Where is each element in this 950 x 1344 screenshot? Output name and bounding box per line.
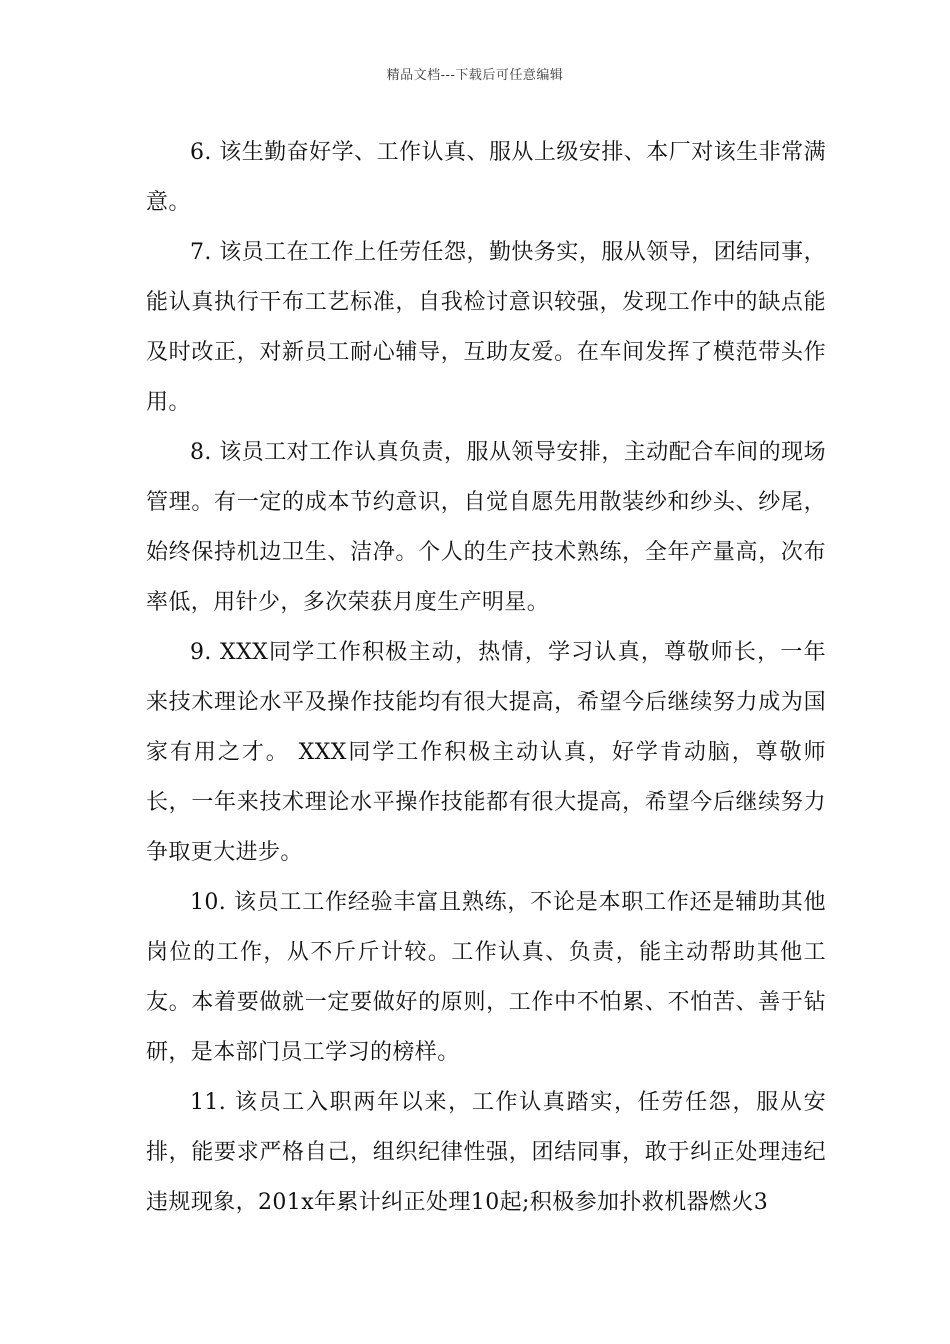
document-body (146, 128, 826, 1228)
paragraph-7: 7. 该员工在工作上任劳任怨，勤快务实，服从领导，团结同事，能认真执行干布工艺标准，自我检讨意识较强，发现工作中的缺点能及时改正，对新员工耐心辅导，互助友爱。在车间发挥了模范带头作用。 (146, 240, 826, 415)
paragraph-9: 9. XXX同学工作积极主动，热情，学习认真，尊敬师长，一年来技术理论水平及操作技能均有很大提高，希望今后继续努力成为国家有用之才。 XXX同学工作积极主动认真，好学肯动脑，尊敬师长，一年来技术理论水平操作技能都有很大提高，希望今后继续努力争取更大进步。 (146, 640, 826, 865)
paragraph-8: 8. 该员工对工作认真负责，服从领导安排，主动配合车间的现场管理。有一定的成本节约意识，自觉自愿先用散装纱和纱头、纱尾，始终保持机边卫生、洁净。个人的生产技术熟练，全年产量高，次布率低，用针少，多次荣获月度生产明星。 (146, 440, 826, 615)
page-header: 精品文档---下载后可任意编辑 (386, 68, 564, 83)
paragraph-10: 10. 该员工工作经验丰富且熟练，不论是本职工作还是辅助其他岗位的工作，从不斤斤计较。工作认真、负责，能主动帮助其他工友。本着要做就一定要做好的原则，工作中不怕累、不怕苦、善于钻研，是本部门员工学习的榜样。 (146, 890, 826, 1065)
paragraph-11: 11. 该员工入职两年以来，工作认真踏实，任劳任怨，服从安排，能要求严格自己，组织纪律性强，团结同事，敢于纠正处理违纪违规现象，201x年累计纠正处理10起;积极参加扑救机器燃火3 (146, 1090, 826, 1215)
paragraph-6: 6. 该生勤奋好学、工作认真、服从上级安排、本厂对该生非常满意。 (146, 140, 826, 215)
